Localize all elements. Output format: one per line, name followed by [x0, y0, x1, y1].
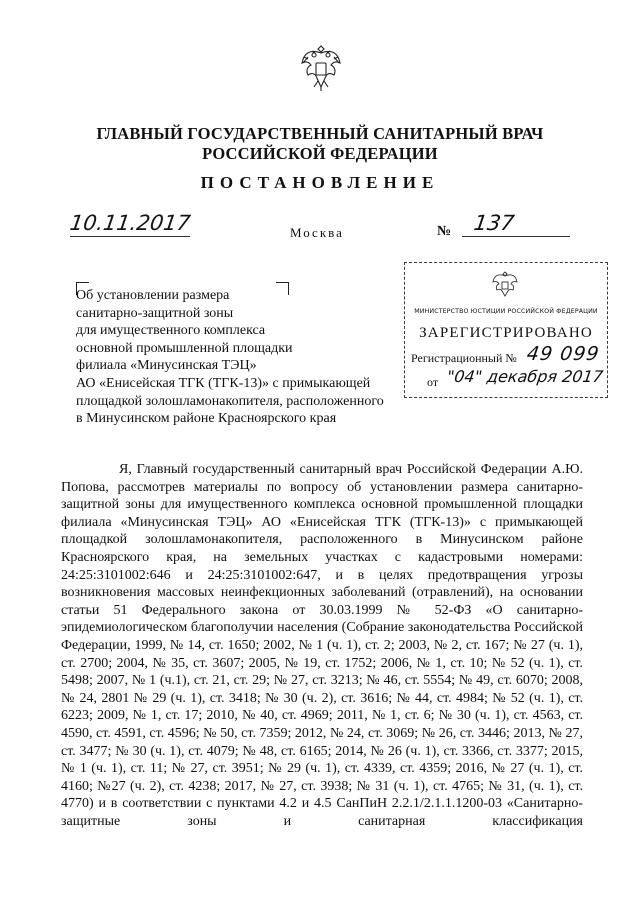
- coat-of-arms-icon: [298, 43, 344, 93]
- document-date: 10.11.2017: [68, 211, 192, 235]
- document-city: Москва: [290, 225, 344, 240]
- authority-line-2: РОССИЙСКОЙ ФЕДЕРАЦИИ: [202, 144, 438, 163]
- stamp-reg-number-label: Регистрационный №: [411, 351, 517, 365]
- stamp-ministry: МИНИСТЕРСТВО ЮСТИЦИИ РОССИЙСКОЙ ФЕДЕРАЦИИ: [414, 308, 598, 315]
- stamp-reg-number: 49 099: [525, 343, 602, 365]
- stamp-from-label: от: [427, 375, 439, 389]
- stamp-emblem-icon: [490, 269, 520, 299]
- subject-line: площадкой золошламонакопителя, расположенного: [76, 393, 384, 409]
- number-underline: [462, 236, 570, 237]
- number-label: №: [437, 224, 452, 239]
- authority-line-1: ГЛАВНЫЙ ГОСУДАРСТВЕННЫЙ САНИТАРНЫЙ ВРАЧ: [96, 124, 544, 143]
- subject-line: основной промышленной площадки: [76, 340, 293, 356]
- subject-line: для имущественного комплекса: [76, 323, 266, 339]
- registration-stamp: [404, 262, 608, 398]
- body-paragraph: Я, Главный государственный санитарный врач Российской Федерации А.Ю. Попова, рассмотрев материалы по вопросу об установлении размера санитарно-защитной зоны для имущественного комплекса основной промышленной площадки филиала «Минусинская ТЭЦ» АО «Енисейская ТГК (ТГК-13)» с примыкающей площадкой золошламонакопителя, расположенного в Минусинском районе Красноярского края, на земельных участках с кадастровыми номерами: 24:25:3101002:646 и 24:25:3101002:647, и в целях предотвращения угрозы возникновения массовых неинфекционных заболеваний (отравлений), на основании статьи 51 Федерального закона от 30.03.1999 № 52-ФЗ «О санитарно-эпидемиологическом благополучии населения (Собрание законодательства Российской Федерации, 1999, № 14, ст. 1650; 2002, № 1 (ч. 1), ст. 2; 2003, № 2, ст. 167; № 27 (ч. 1), ст. 2700; 2004, № 35, ст. 3607; 2005, № 19, ст. 1752; 2006, № 1, ст. 10; № 52 (ч. 1), ст. 5498; 2007, № 1 (ч.1), ст. 21, ст. 29; № 27, ст. 3213; № 46, ст. 5554; № 49, ст. 6070; 2008, № 24, 2801 № 29 (ч. 1), ст. 3418; № 30 (ч. 2), ст. 3616; № 44, ст. 4984; № 52 (ч. 1), ст. 6223; 2009, № 1, ст. 17; 2010, № 40, ст. 4969; 2011, № 1, ст. 6; № 30 (ч. 1), ст. 4563, ст. 4590, ст. 4591, ст. 4596; № 50, ст. 7359; 2012, № 24, ст. 3069; № 26, ст. 3446; 2013, № 27, ст. 3477; № 30 (ч. 1), ст. 4079; № 48, ст. 6165; 2014, № 26 (ч. 1), ст. 3366, ст. 3377; 2015, № 1 (ч. 1), ст. 11; № 27, ст. 3951; № 29 (ч. 1), ст. 4339, ст. 4359; 2016, № 27 (ч. 1), ст. 4160; №27 (ч. 2), ст. 4238; 2017, № 27, ст. 3938; № 31 (ч. 1), ст. 4765; № 31, (ч. 1), ст. 4770) и в соответствии с пунктами 4.2 и 4.5 СанПиН 2.2.1/2.1.1.1200-03 «Санитарно-защитные зоны и санитарная классификация: [61, 462, 583, 829]
- document-type: ПОСТАНОВЛЕНИЕ: [200, 173, 440, 192]
- stamp-from-date: "04" декабря 2017: [445, 367, 605, 386]
- subject-line: в Минусинском районе Красноярского края: [76, 411, 337, 427]
- subject-line: АО «Енисейская ТГК (ТГК-13)» с примыкающей: [76, 375, 371, 391]
- subject-line: филиала «Минусинская ТЭЦ»: [76, 358, 257, 374]
- document-number: 137: [472, 211, 516, 235]
- subject-line: санитарно-защитной зоны: [76, 305, 234, 321]
- subject-block: [76, 287, 406, 428]
- body-text: [61, 461, 583, 830]
- subject-line: Об установлении размера: [76, 288, 230, 303]
- authority-title: [0, 124, 640, 164]
- date-underline: [70, 236, 190, 237]
- stamp-registered: ЗАРЕГИСТРИРОВАНО: [419, 325, 593, 341]
